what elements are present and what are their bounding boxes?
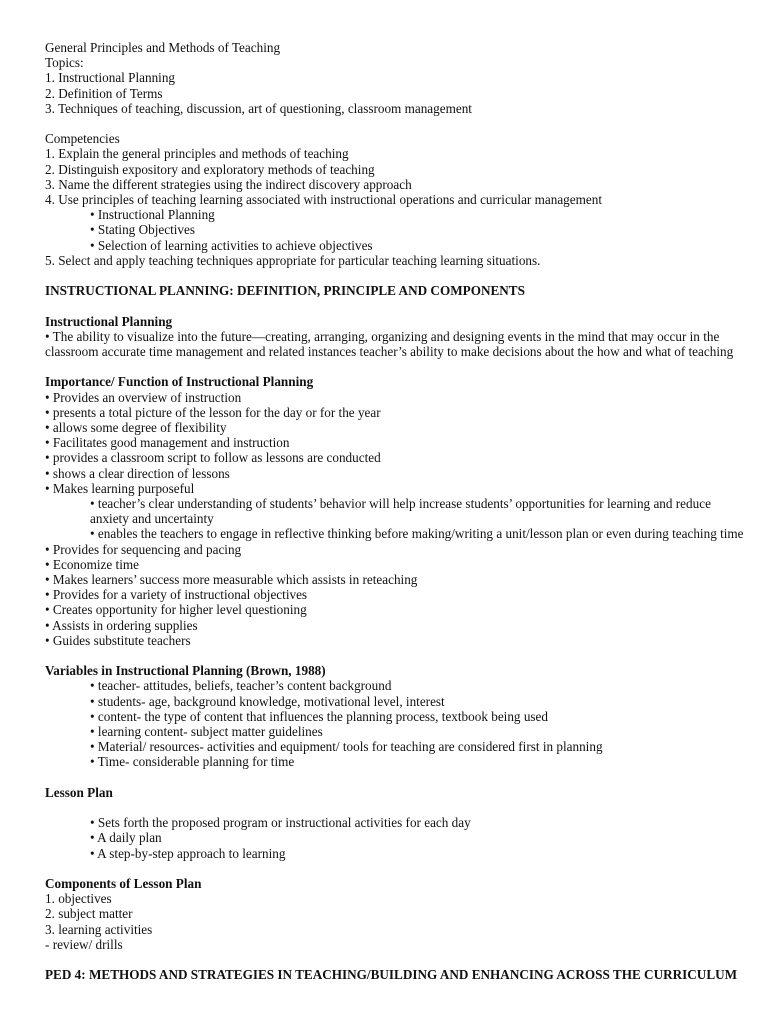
topics-label: Topics: [45,55,84,71]
importance-item: • Assists in ordering supplies [45,617,198,633]
lesson-plan-heading: Lesson Plan [45,784,113,800]
topic-item: 3. Techniques of teaching, discussion, art of questioning, classroom management [45,100,472,116]
component-item: - review/ drills [45,936,123,952]
importance-item: • Provides for a variety of instructional objectives [45,587,308,603]
importance-item: • Provides for sequencing and pacing [45,541,242,557]
variable-item: • students- age, background knowledge, motivational level, interest [90,693,445,709]
variables-heading: Variables in Instructional Planning (Brown, 1988) [45,663,326,679]
variable-item: • learning content- subject matter guidelines [90,724,323,740]
competency-sub-item: • Instructional Planning [90,207,215,223]
component-item: 2. subject matter [45,906,133,922]
topic-item: 2. Definition of Terms [45,85,163,101]
variable-item: • content- the type of content that influences the planning process, textbook being used [90,708,548,724]
competencies-label: Competencies [45,131,120,147]
importance-item: • allows some degree of flexibility [45,420,227,436]
importance-item: • Facilitates good management and instruction [45,435,290,451]
lesson-plan-item: • A step-by-step approach to learning [90,845,286,861]
importance-item: • Guides substitute teachers [45,632,191,648]
competency-sub-item: • Selection of learning activities to achieve objectives [90,237,373,253]
importance-sub-item: • teacher’s clear understanding of students’ behavior will help increase students’ opportunities for learning and reduce anxiety and uncertainty [90,496,711,527]
section-heading: INSTRUCTIONAL PLANNING: DEFINITION, PRINCIPLE AND COMPONENTS [45,283,525,299]
importance-item: • shows a clear direction of lessons [45,465,230,481]
competency-item: 5. Select and apply teaching techniques appropriate for particular teaching learning situations. [45,252,541,268]
variable-item: • Material/ resources- activities and equipment/ tools for teaching are considered first in planning [90,739,603,755]
importance-sub-item: • enables the teachers to engage in reflective thinking before making/writing a unit/lesson plan or even during teaching time [90,526,744,542]
importance-item: • presents a total picture of the lesson for the day or for the year [45,404,381,420]
components-heading: Components of Lesson Plan [45,876,202,892]
importance-item: • provides a classroom script to follow as lessons are conducted [45,450,381,466]
importance-item: • Creates opportunity for higher level questioning [45,602,307,618]
importance-item: • Provides an overview of instruction [45,389,242,405]
component-item: 1. objectives [45,891,112,907]
competency-item: 2. Distinguish expository and exploratory methods of teaching [45,161,375,177]
importance-item: • Economize time [45,556,139,572]
lesson-plan-item: • Sets forth the proposed program or instructional activities for each day [90,815,471,831]
competency-sub-item: • Stating Objectives [90,222,195,238]
competency-item: 4. Use principles of teaching learning associated with instructional operations and curricular management [45,192,602,208]
competency-item: 3. Name the different strategies using the indirect discovery approach [45,176,412,192]
instructional-planning-heading: Instructional Planning [45,313,173,329]
competency-item: 1. Explain the general principles and methods of teaching [45,146,349,162]
variable-item: • teacher- attitudes, beliefs, teacher’s content background [90,678,392,694]
topic-item: 1. Instructional Planning [45,70,176,86]
lesson-plan-item: • A daily plan [90,830,162,846]
ped4-heading: PED 4: METHODS AND STRATEGIES IN TEACHING/BUILDING AND ENHANCING ACROSS THE CURRICULUM [45,967,738,983]
document-body [45,40,745,982]
importance-heading: Importance/ Function of Instructional Planning [45,374,314,390]
document-title: General Principles and Methods of Teaching [45,40,281,55]
importance-item: • Makes learning purposeful [45,480,195,496]
importance-item: • Makes learners’ success more measurable which assists in reteaching [45,572,418,588]
instructional-planning-definition: • The ability to visualize into the future—creating, arranging, organizing and designing events in the mind that may occur in the classroom accurate time management and related instances teacher’s ability to make decisions about the how and what of teaching [45,328,734,360]
component-item: 3. learning activities [45,921,153,937]
variable-item: • Time- considerable planning for time [90,754,295,770]
